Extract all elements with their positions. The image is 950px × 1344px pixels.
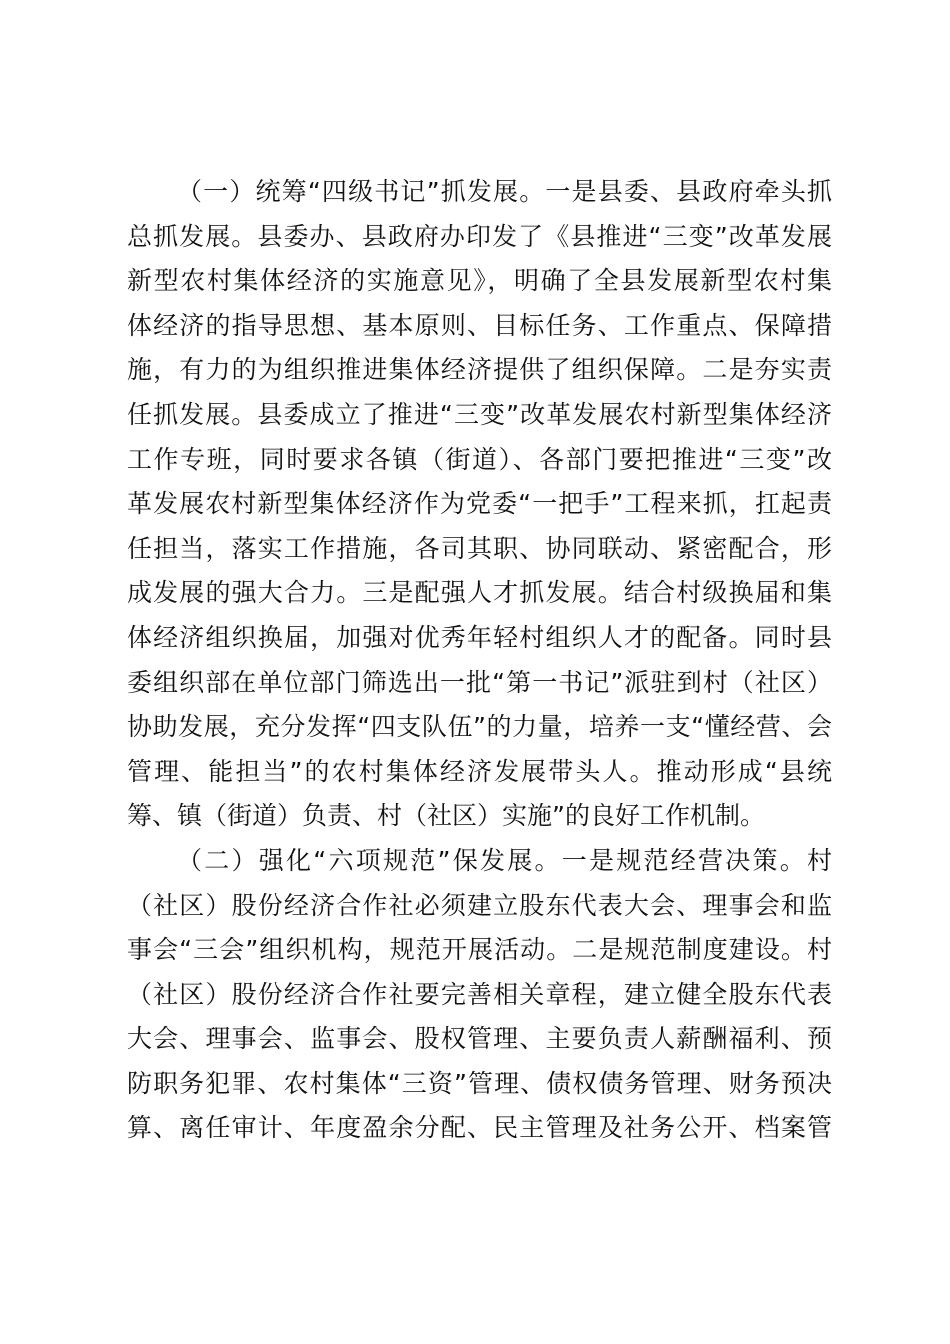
paragraph-1-line-6: 任抓发展。县委成立了推进“三变”改革发展农村新型集体经济 [127,399,832,429]
paragraph-2-line-6: 防职务犯罪、农村集体“三资”管理、债权债务管理、财务预决 [127,1068,832,1098]
paragraph-2-line-1: （二）强化“六项规范”保发展。一是规范经营决策。村 [177,845,832,875]
paragraph-1-line-3: 新型农村集体经济的实施意见》，明确了全县发展新型农村集 [127,266,832,296]
paragraph-1-line-12: 委组织部在单位部门筛选出一批“第一书记”派驻到村（社区） [127,667,832,697]
paragraph-1-line-7: 工作专班，同时要求各镇（街道）、各部门要把推进“三变”改 [127,444,832,474]
paragraph-1-line-15: 筹、镇（街道）负责、村（社区）实施”的良好工作机制。 [127,801,765,831]
paragraph-1-line-5: 施，有力的为组织推进集体经济提供了组织保障。二是夯实责 [127,355,832,385]
paragraph-1-line-14: 管理、能担当”的农村集体经济发展带头人。推动形成“县统 [127,756,832,786]
paragraph-1-line-4: 体经济的指导思想、基本原则、目标任务、工作重点、保障措 [127,310,832,340]
paragraph-1-line-9: 任担当，落实工作措施，各司其职、协同联动、紧密配合，形 [127,533,832,563]
paragraph-1-line-13: 协助发展，充分发挥“四支队伍”的力量，培养一支“懂经营、会 [127,712,832,742]
paragraph-2-line-5: 大会、理事会、监事会、股权管理、主要负责人薪酬福利、预 [127,1024,832,1054]
paragraph-1-line-8: 革发展农村新型集体经济作为党委“一把手”工程来抓，扛起责 [127,489,832,519]
paragraph-2-line-3: 事会“三会”组织机构，规范开展活动。二是规范制度建设。村 [127,935,832,965]
paragraph-1-line-2: 总抓发展。县委办、县政府办印发了《县推进“三变”改革发展 [127,221,832,251]
paragraph-1-line-11: 体经济组织换届，加强对优秀年轻村组织人才的配备。同时县 [127,622,832,652]
paragraph-1-line-1: （一）统筹“四级书记”抓发展。一是县委、县政府牵头抓 [177,177,832,206]
paragraph-1-line-10: 成发展的强大合力。三是配强人才抓发展。结合村级换届和集 [127,578,832,608]
paragraph-2-line-4: （社区）股份经济合作社要完善相关章程，建立健全股东代表 [127,979,832,1009]
paragraph-2-line-2: （社区）股份经济合作社必须建立股东代表大会、理事会和监 [127,890,832,920]
document-body [127,170,832,1151]
paragraph-2-line-7: 算、离任审计、年度盈余分配、民主管理及社务公开、档案管 [127,1113,832,1143]
